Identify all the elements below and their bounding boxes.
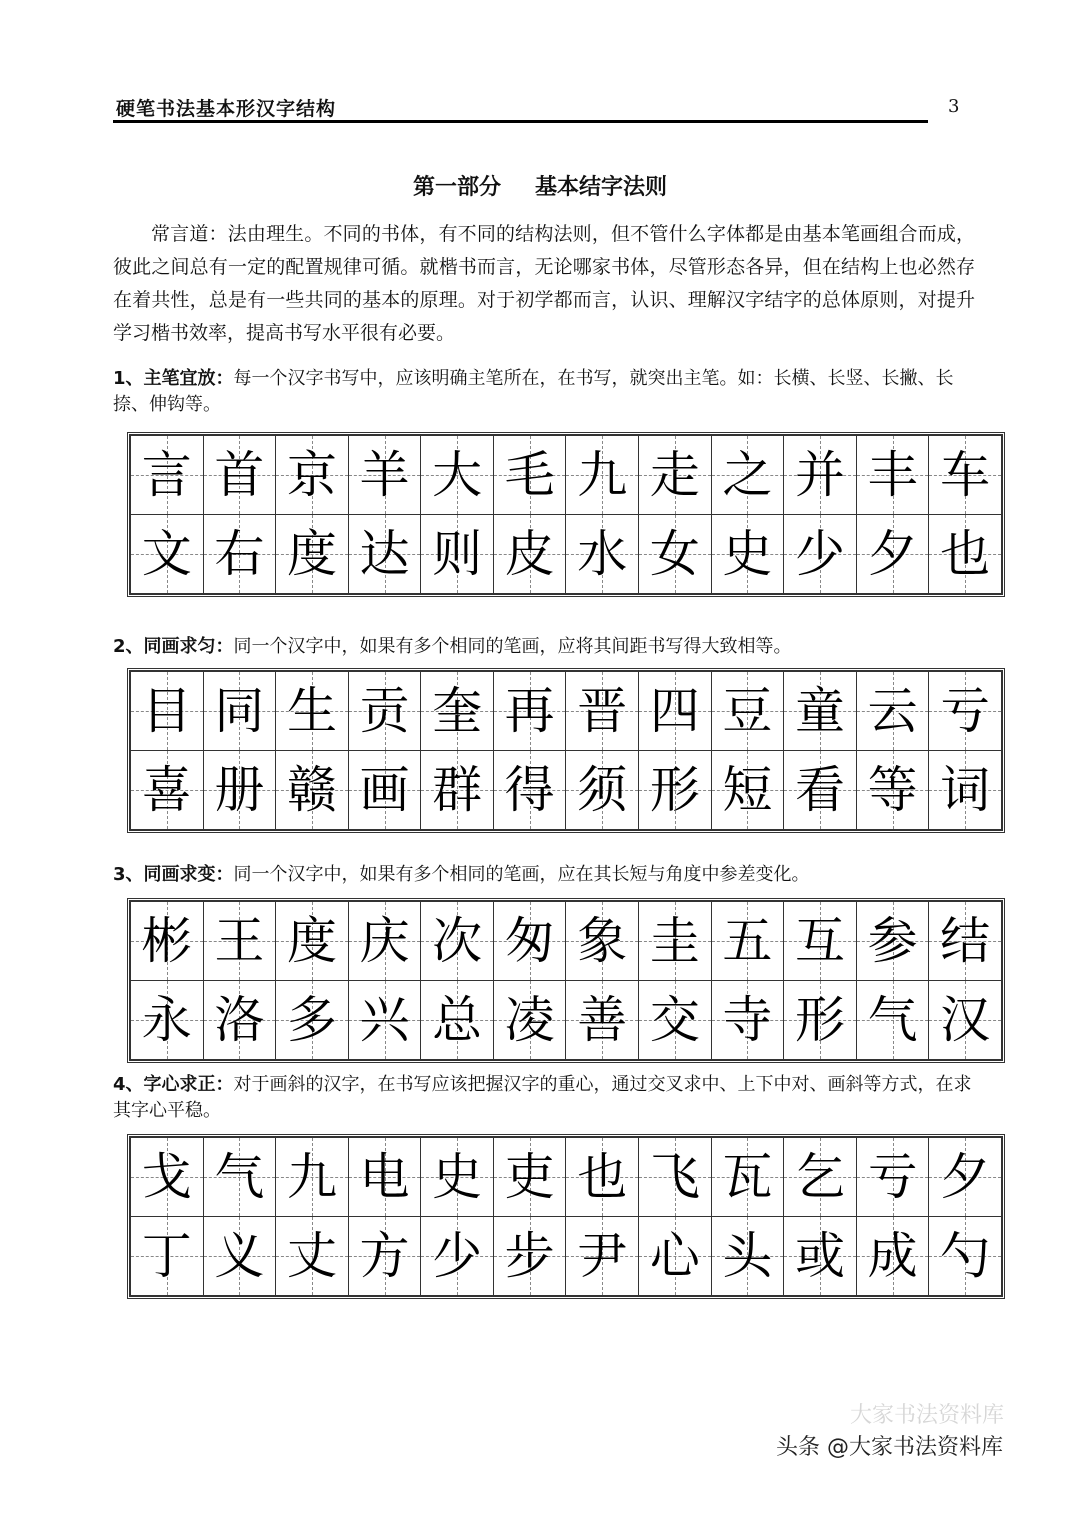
character-cell [639, 672, 712, 750]
character-cell [929, 981, 1001, 1059]
practice-character: 之 [722, 446, 773, 504]
practice-character: 九 [286, 1148, 337, 1206]
practice-character: 生 [286, 682, 337, 740]
practice-character: 心 [649, 1227, 700, 1285]
practice-grid-4 [127, 1134, 1005, 1299]
practice-character: 走 [649, 446, 700, 504]
practice-character: 永 [141, 991, 192, 1049]
part-name: 基本结字法则 [535, 175, 668, 200]
practice-character: 云 [867, 682, 918, 740]
practice-character: 成 [867, 1227, 918, 1285]
character-cell [421, 436, 494, 514]
rule-1 [113, 366, 983, 418]
rule-1-head: 1、主笔宜放： [113, 368, 234, 389]
character-cell [421, 902, 494, 980]
character-cell [857, 672, 930, 750]
character-cell [131, 902, 204, 980]
character-cell [204, 902, 277, 980]
practice-character: 晋 [577, 682, 628, 740]
character-cell [784, 1138, 857, 1216]
practice-character: 丰 [867, 446, 918, 504]
rule-2 [113, 634, 983, 660]
practice-character: 汉 [940, 991, 991, 1049]
character-cell [929, 1217, 1001, 1295]
character-cell [494, 436, 567, 514]
practice-character: 车 [940, 446, 991, 504]
practice-character: 亏 [867, 1148, 918, 1206]
rule-3-head: 3、同画求变： [113, 864, 234, 885]
practice-character: 王 [214, 912, 265, 970]
rule-4-text: 对于画斜的汉字，在书写应该把握汉字的重心，通过交叉求中、上下中对、画斜等方式，在求其字心平稳。 [113, 1074, 972, 1121]
practice-character: 看 [794, 761, 845, 819]
character-cell [784, 436, 857, 514]
practice-character: 瓦 [722, 1148, 773, 1206]
character-cell [494, 981, 567, 1059]
practice-character: 结 [940, 912, 991, 970]
practice-character: 形 [649, 761, 700, 819]
grid-2-rows [130, 671, 1002, 830]
practice-character: 四 [649, 682, 700, 740]
practice-character: 也 [940, 525, 991, 583]
character-cell [929, 751, 1001, 829]
grid-row [131, 981, 1001, 1059]
character-cell [349, 1138, 422, 1216]
rule-2-head: 2、同画求匀： [113, 636, 234, 657]
character-cell [421, 751, 494, 829]
practice-character: 兴 [359, 991, 410, 1049]
practice-character: 气 [867, 991, 918, 1049]
practice-character: 大 [432, 446, 483, 504]
practice-character: 戈 [141, 1148, 192, 1206]
character-cell [131, 436, 204, 514]
practice-character: 则 [432, 525, 483, 583]
character-cell [857, 1217, 930, 1295]
character-cell [131, 751, 204, 829]
practice-character: 也 [577, 1148, 628, 1206]
character-cell [494, 751, 567, 829]
character-cell [857, 902, 930, 980]
practice-character: 亏 [940, 682, 991, 740]
character-cell [566, 1217, 639, 1295]
character-cell [276, 981, 349, 1059]
character-cell [276, 515, 349, 593]
practice-character: 女 [649, 525, 700, 583]
rule-4 [113, 1072, 983, 1124]
character-cell [421, 981, 494, 1059]
practice-character: 凌 [504, 991, 555, 1049]
practice-character: 吏 [504, 1148, 555, 1206]
character-cell [566, 1138, 639, 1216]
rule-1-text: 每一个汉字书写中，应该明确主笔所在，在书写，就突出主笔。如：长横、长竖、长撇、长捺、伸钩等。 [113, 368, 954, 415]
rule-2-text: 同一个汉字中，如果有多个相同的笔画，应将其间距书写得大致相等。 [233, 636, 792, 657]
rule-3 [113, 862, 983, 888]
part-label: 第一部分 [412, 175, 501, 200]
character-cell [857, 751, 930, 829]
character-cell [204, 751, 277, 829]
practice-character: 或 [794, 1227, 845, 1285]
character-cell [857, 981, 930, 1059]
practice-character: 右 [214, 525, 265, 583]
practice-character: 多 [286, 991, 337, 1049]
practice-character: 羊 [359, 446, 410, 504]
practice-character: 皮 [504, 525, 555, 583]
character-cell [204, 515, 277, 593]
practice-character: 册 [214, 761, 265, 819]
character-cell [204, 1138, 277, 1216]
practice-character: 并 [794, 446, 845, 504]
practice-character: 步 [504, 1227, 555, 1285]
practice-grid-3 [127, 898, 1005, 1063]
practice-character: 须 [577, 761, 628, 819]
practice-character: 史 [432, 1148, 483, 1206]
character-cell [712, 436, 785, 514]
practice-character: 乞 [794, 1148, 845, 1206]
practice-character: 得 [504, 761, 555, 819]
character-cell [421, 672, 494, 750]
practice-character: 群 [432, 761, 483, 819]
grid-1-rows [130, 435, 1002, 594]
character-cell [131, 1138, 204, 1216]
practice-character: 头 [722, 1227, 773, 1285]
grid-3-rows [130, 901, 1002, 1060]
practice-character: 喜 [141, 761, 192, 819]
practice-character: 洛 [214, 991, 265, 1049]
character-cell [857, 515, 930, 593]
practice-character: 参 [867, 912, 918, 970]
character-cell [204, 1217, 277, 1295]
practice-character: 夕 [940, 1148, 991, 1206]
character-cell [712, 515, 785, 593]
practice-character: 寺 [722, 991, 773, 1049]
practice-character: 毛 [504, 446, 555, 504]
grid-4-rows [130, 1137, 1002, 1296]
character-cell [566, 902, 639, 980]
character-cell [857, 1138, 930, 1216]
practice-character: 奎 [432, 682, 483, 740]
practice-character: 史 [722, 525, 773, 583]
practice-character: 言 [141, 446, 192, 504]
character-cell [929, 1138, 1001, 1216]
character-cell [421, 515, 494, 593]
practice-character: 彬 [141, 912, 192, 970]
character-cell [276, 1138, 349, 1216]
character-cell [494, 672, 567, 750]
practice-character: 象 [577, 912, 628, 970]
practice-character: 少 [794, 525, 845, 583]
practice-character: 少 [432, 1227, 483, 1285]
character-cell [857, 436, 930, 514]
intro-paragraph [113, 218, 975, 350]
character-cell [929, 436, 1001, 514]
practice-character: 度 [286, 525, 337, 583]
header-rule [113, 120, 928, 123]
character-cell [349, 1217, 422, 1295]
character-cell [494, 1138, 567, 1216]
practice-grid-1 [127, 432, 1005, 597]
character-cell [784, 515, 857, 593]
page-number: 3 [948, 96, 960, 117]
practice-character: 京 [286, 446, 337, 504]
character-cell [204, 981, 277, 1059]
practice-character: 词 [940, 761, 991, 819]
character-cell [349, 672, 422, 750]
practice-character: 水 [577, 525, 628, 583]
character-cell [494, 515, 567, 593]
character-cell [276, 751, 349, 829]
grid-row [131, 436, 1001, 515]
character-cell [131, 981, 204, 1059]
practice-character: 丁 [141, 1227, 192, 1285]
watermark: 头条 @大家书法资料库 [776, 1435, 1003, 1460]
character-cell [639, 1217, 712, 1295]
practice-character: 贡 [359, 682, 410, 740]
character-cell [494, 902, 567, 980]
practice-character: 互 [794, 912, 845, 970]
practice-character: 等 [867, 761, 918, 819]
practice-grid-2 [127, 668, 1005, 833]
character-cell [639, 1138, 712, 1216]
character-cell [276, 672, 349, 750]
practice-character: 圭 [649, 912, 700, 970]
character-cell [276, 902, 349, 980]
character-cell [131, 515, 204, 593]
character-cell [784, 672, 857, 750]
practice-character: 九 [577, 446, 628, 504]
character-cell [566, 515, 639, 593]
rule-3-text: 同一个汉字中，如果有多个相同的笔画，应在其长短与角度中参差变化。 [233, 864, 810, 885]
practice-character: 庆 [359, 912, 410, 970]
character-cell [566, 751, 639, 829]
practice-character: 匆 [504, 912, 555, 970]
practice-character: 气 [214, 1148, 265, 1206]
character-cell [494, 1217, 567, 1295]
practice-character: 总 [432, 991, 483, 1049]
practice-character: 丈 [286, 1227, 337, 1285]
practice-character: 飞 [649, 1148, 700, 1206]
practice-character: 勺 [940, 1227, 991, 1285]
practice-character: 童 [794, 682, 845, 740]
practice-character: 短 [722, 761, 773, 819]
character-cell [784, 751, 857, 829]
character-cell [639, 751, 712, 829]
practice-character: 义 [214, 1227, 265, 1285]
header-title: 硬笔书法基本形汉字结构 [116, 98, 337, 120]
rule-4-head: 4、字心求正： [113, 1074, 234, 1095]
intro-text: 常言道：法由理生。不同的书体，有不同的结构法则，但不管什么字体都是由基本笔画组合而成，彼此之间总有一定的配置规律可循。就楷书而言，无论哪家书体，尽管形态各异，但在结构上也必然存在着共性，总是有一些共同的基本的原理。对于初学都而言，认识、理解汉字结字的总体原则，对提升学习楷书效率，提高书写水平很有必要。 [113, 223, 975, 344]
practice-character: 交 [649, 991, 700, 1049]
character-cell [421, 1138, 494, 1216]
character-cell [784, 981, 857, 1059]
character-cell [349, 515, 422, 593]
character-cell [349, 436, 422, 514]
practice-character: 度 [286, 912, 337, 970]
grid-row [131, 902, 1001, 981]
practice-character: 达 [359, 525, 410, 583]
character-cell [712, 751, 785, 829]
character-cell [204, 436, 277, 514]
character-cell [131, 1217, 204, 1295]
watermark-faint: 大家书法资料库 [850, 1403, 1005, 1428]
character-cell [712, 672, 785, 750]
character-cell [349, 981, 422, 1059]
grid-row [131, 515, 1001, 593]
practice-character: 首 [214, 446, 265, 504]
practice-character: 次 [432, 912, 483, 970]
practice-character: 目 [141, 682, 192, 740]
grid-row [131, 1138, 1001, 1217]
practice-character: 尹 [577, 1227, 628, 1285]
character-cell [712, 902, 785, 980]
practice-character: 再 [504, 682, 555, 740]
character-cell [639, 981, 712, 1059]
practice-character: 五 [722, 912, 773, 970]
character-cell [929, 672, 1001, 750]
character-cell [929, 515, 1001, 593]
practice-character: 同 [214, 682, 265, 740]
practice-character: 文 [141, 525, 192, 583]
grid-row [131, 672, 1001, 751]
character-cell [276, 1217, 349, 1295]
character-cell [349, 751, 422, 829]
character-cell [784, 1217, 857, 1295]
grid-row [131, 1217, 1001, 1295]
character-cell [929, 902, 1001, 980]
practice-character: 赣 [286, 761, 337, 819]
character-cell [639, 436, 712, 514]
character-cell [639, 902, 712, 980]
character-cell [131, 672, 204, 750]
practice-character: 电 [359, 1148, 410, 1206]
practice-character: 方 [359, 1227, 410, 1285]
character-cell [784, 902, 857, 980]
character-cell [566, 981, 639, 1059]
part-title [0, 170, 1080, 201]
character-cell [639, 515, 712, 593]
character-cell [349, 902, 422, 980]
practice-character: 豆 [722, 682, 773, 740]
practice-character: 形 [794, 991, 845, 1049]
character-cell [712, 1138, 785, 1216]
character-cell [421, 1217, 494, 1295]
character-cell [712, 981, 785, 1059]
character-cell [204, 672, 277, 750]
character-cell [712, 1217, 785, 1295]
practice-character: 画 [359, 761, 410, 819]
character-cell [566, 436, 639, 514]
character-cell [276, 436, 349, 514]
grid-row [131, 751, 1001, 829]
practice-character: 夕 [867, 525, 918, 583]
practice-character: 善 [577, 991, 628, 1049]
character-cell [566, 672, 639, 750]
